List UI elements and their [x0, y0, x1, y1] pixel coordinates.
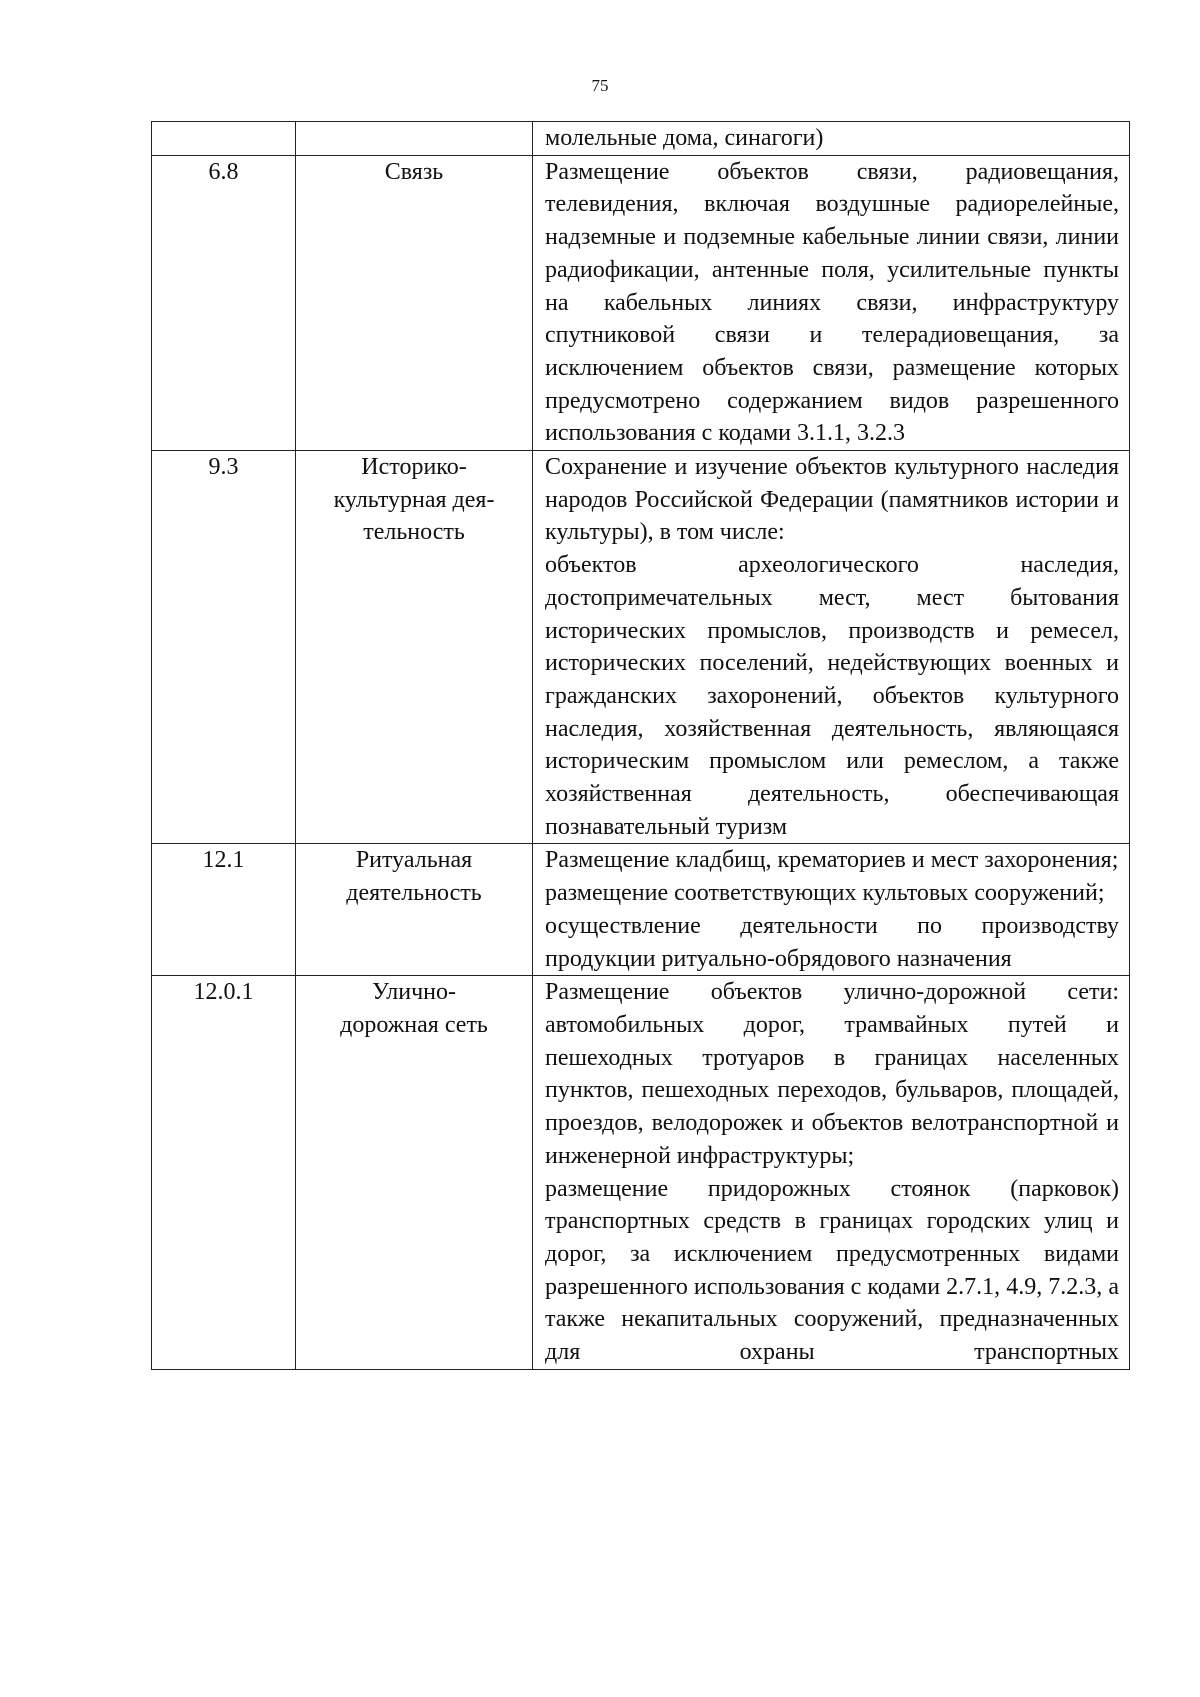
code-cell: [152, 122, 296, 156]
description-paragraph: осуществление деятельности по производству продукции ритуально-обрядового назначения: [545, 912, 1119, 972]
table-row: [152, 451, 1130, 844]
description-paragraph: молельные дома, синагоги): [545, 125, 824, 151]
name-line: тельность: [363, 519, 465, 546]
land-use-table: [151, 121, 1130, 1370]
name-line: Историко-: [361, 454, 467, 481]
name-cell: [296, 976, 533, 1369]
description-paragraph: Размещение объектов улично-дорожной сети: автомобильных дорог, трамвайных путей и пешеходных тротуаров в границах населенных пунктов, пешеходных переходов, бульваров, площадей, проездов, велодорожек и объектов велотранспортной и инженерной инфраструктуры;: [545, 979, 1119, 1169]
table-row: [152, 976, 1130, 1369]
name-cell: [296, 451, 533, 844]
name-line: Связь: [384, 158, 444, 185]
description-paragraph: объектов археологического наследия, достопримечательных мест, мест бытования исторических промыслов, производств и ремесел, исторических поселений, недействующих военных и гражданских захоронений, объектов культурного наследия, хозяйственная деятельность, являющаяся историческим промыслом или ремеслом, а также хозяйственная деятельность, обеспечивающая познавательный туризм: [545, 552, 1119, 840]
description-cell: [533, 844, 1130, 976]
table-row: [152, 844, 1130, 976]
name-line: дорожная сеть: [340, 1011, 488, 1038]
name-line: деятельность: [346, 880, 482, 907]
table-row: [152, 155, 1130, 450]
code-cell: 9.3: [152, 451, 296, 844]
table-row: [152, 122, 1130, 156]
code-cell: 12.1: [152, 844, 296, 976]
code-cell: 6.8: [152, 155, 296, 450]
description-paragraph: размещение соответствующих культовых сооружений;: [545, 880, 1105, 907]
name-cell: [296, 844, 533, 976]
page-number: 75: [591, 76, 609, 95]
description-cell: [533, 451, 1130, 844]
table-body: [152, 122, 1130, 1370]
description-paragraph: Сохранение и изучение объектов культурного наследия народов Российской Федерации (памятников истории и культуры), в том числе:: [545, 454, 1119, 546]
code-cell: 12.0.1: [152, 976, 296, 1369]
name-cell: [296, 155, 533, 450]
name-line: Улично-: [371, 979, 456, 1006]
name-line: Ритуальная: [355, 847, 473, 874]
description-cell: [533, 122, 1130, 156]
description-cell: [533, 976, 1130, 1369]
description-paragraph: Размещение кладбищ, крематориев и мест захоронения;: [545, 847, 1119, 874]
name-cell: [296, 122, 533, 156]
description-cell: [533, 155, 1130, 450]
name-line: культурная дея-: [333, 486, 495, 513]
description-paragraph: Размещение объектов связи, радиовещания, телевидения, включая воздушные радиорелейные, надземные и подземные кабельные линии связи, линии радиофикации, антенные поля, усилительные пункты на кабельных линиях связи, инфраструктуру спутниковой связи и телерадиовещания, за исключением объектов связи, размещение которых предусмотрено содержанием видов разрешенного использования с кодами 3.1.1, 3.2.3: [545, 158, 1119, 447]
description-paragraph: размещение придорожных стоянок (парковок) транспортных средств в границах городских улиц и дорог, за исключением предусмотренных видами разрешенного использования с кодами 2.7.1, 4.9, 7.2.3, а также некапитальных сооружений, предназначенных для охраны транспортных: [545, 1175, 1119, 1366]
